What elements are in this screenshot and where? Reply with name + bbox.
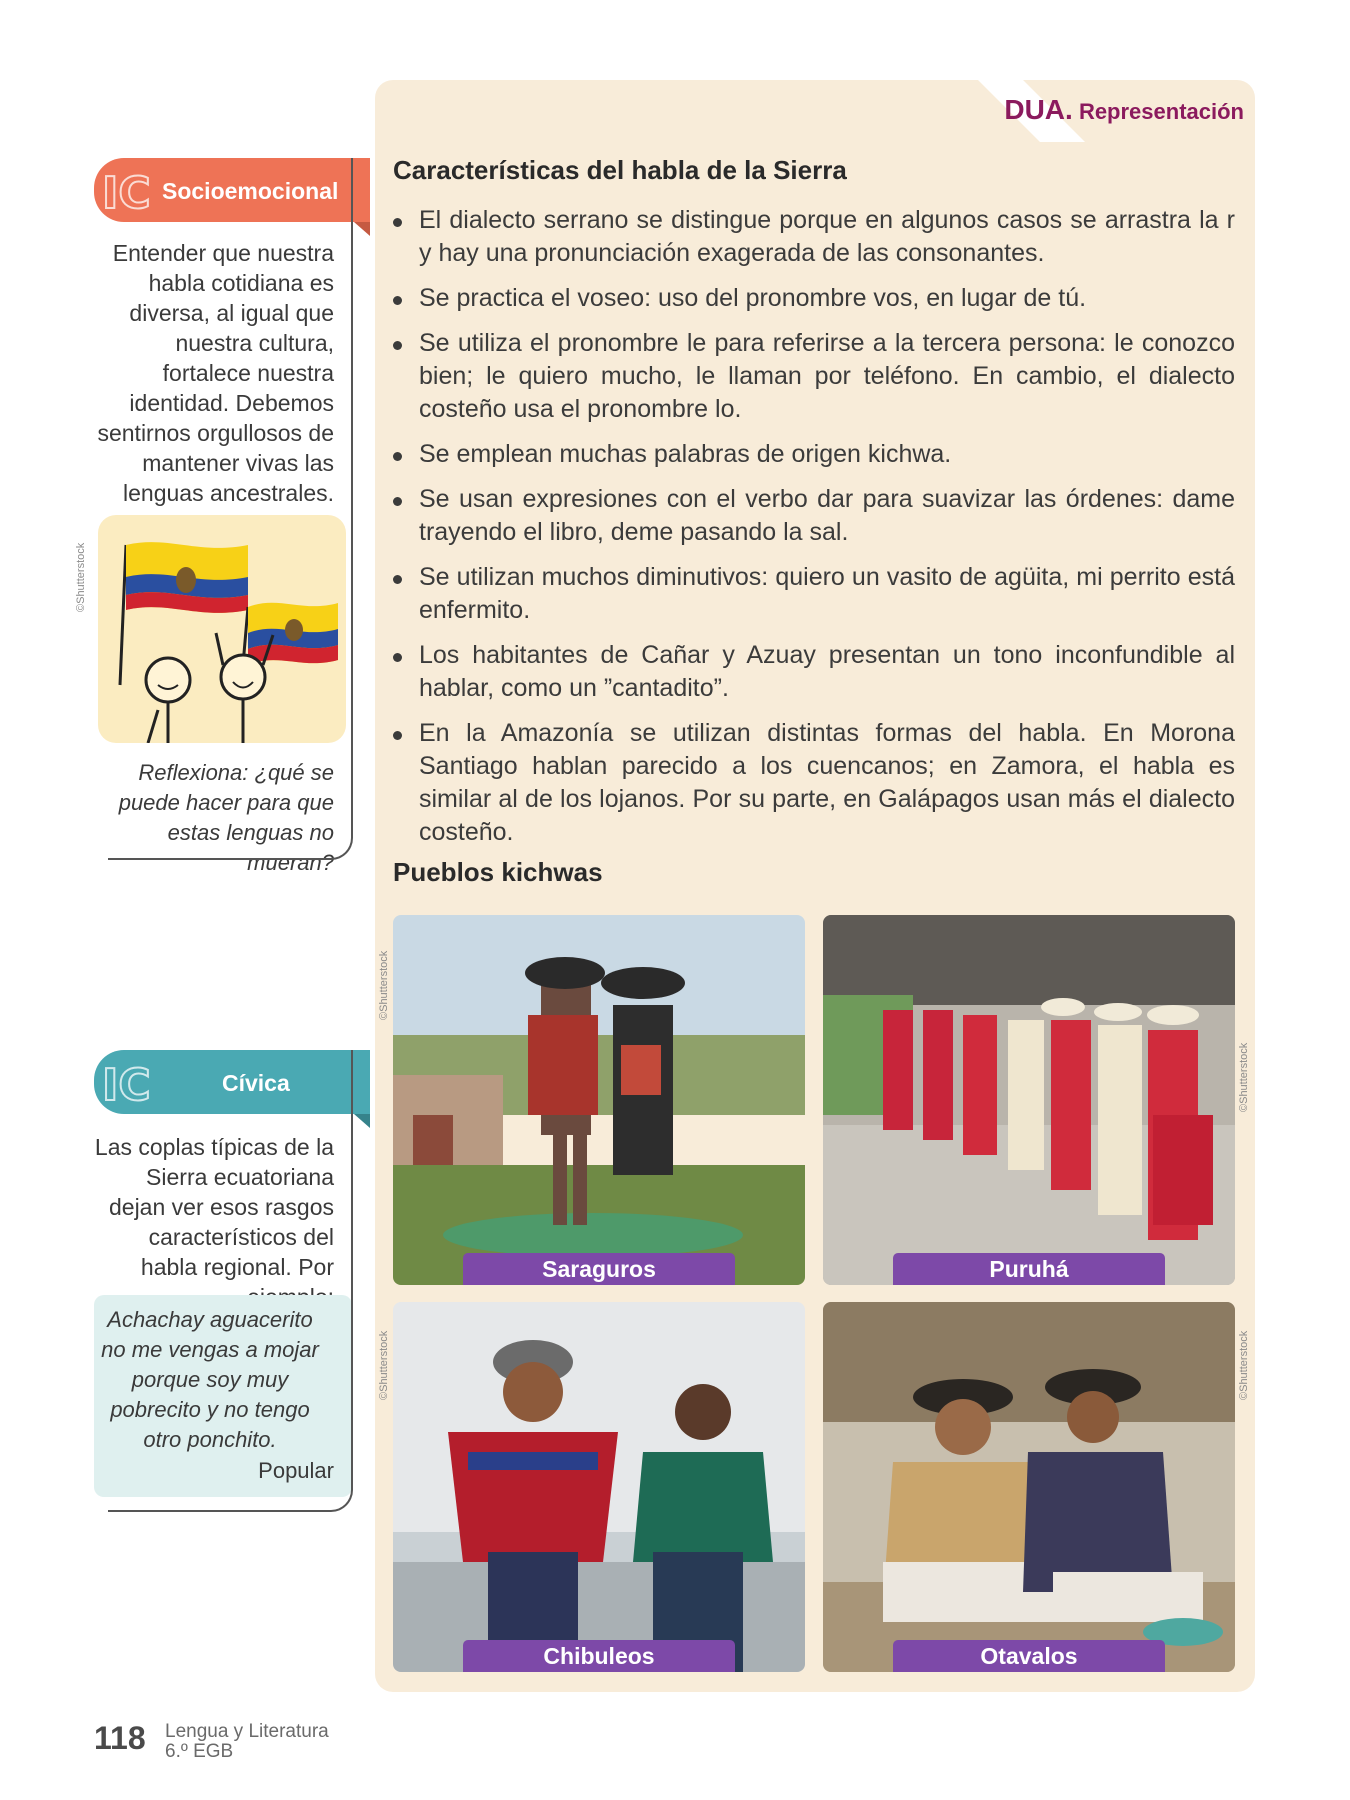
photo-saraguros bbox=[393, 915, 805, 1285]
page-number: 118 bbox=[94, 1720, 146, 1756]
section-title: Características del habla de la Sierra bbox=[393, 155, 847, 185]
civica-card-border bbox=[108, 1050, 353, 1512]
bullet-icon bbox=[393, 575, 402, 584]
reflection-question: Reflexiona: ¿qué se puede hacer para que estas lenguas no mueran? bbox=[118, 760, 334, 875]
dua-text: Representación bbox=[1078, 99, 1244, 124]
photo-otavalos bbox=[823, 1302, 1235, 1672]
bullet-icon bbox=[393, 296, 402, 305]
grade-level: 6.º EGB bbox=[165, 1741, 234, 1762]
list-item: El dialecto serrano se distingue porque en algunos casos se arrastra la r y hay una pronunciación exagerada de las consonantes. bbox=[393, 204, 1235, 270]
socioemocional-title: Socioemocional bbox=[162, 178, 339, 204]
bullet-list bbox=[393, 204, 1235, 861]
socioemocional-card-border bbox=[108, 158, 353, 860]
socioemocional-text: Entender que nuestra habla cotidiana es diversa, al igual que nuestra cultura, fortalece nuestra identidad. Debemos sentirnos orgullosos de mantener vivas las lenguas ancestrales. bbox=[97, 240, 334, 506]
copla-poem: Achachay aguacerito no me vengas a mojar porque soy muy pobrecito y no tengo otro ponchito. bbox=[101, 1307, 319, 1452]
bullet-icon bbox=[393, 653, 402, 662]
header-fold bbox=[354, 222, 370, 236]
photo-caption: Chibuleos bbox=[463, 1640, 735, 1672]
puruha-illustration bbox=[823, 915, 1235, 1285]
dua-label bbox=[980, 94, 1244, 126]
photo-credit: ©Shutterstock bbox=[378, 950, 390, 1020]
list-item: Se usan expresiones con el verbo dar para suavizar las órdenes: dame trayendo el libro, deme pasando la sal. bbox=[393, 483, 1235, 549]
footer-subject bbox=[165, 1722, 329, 1762]
civica-title: Cívica bbox=[222, 1070, 290, 1096]
svg-text:IC: IC bbox=[102, 1060, 151, 1106]
subsection-title: Pueblos kichwas bbox=[393, 857, 603, 887]
photo-credit: ©Shutterstock bbox=[75, 542, 87, 612]
list-item: Se utiliza el pronombre le para referirse a la tercera persona: le conozco bien; le quiero mucho, le llaman por teléfono. En cambio, el dialecto costeño usa el pronombre lo. bbox=[393, 327, 1235, 426]
photo-credit: ©Shutterstock bbox=[1238, 1330, 1250, 1400]
photo-caption: Otavalos bbox=[893, 1640, 1165, 1672]
photo-credit: ©Shutterstock bbox=[1238, 1042, 1250, 1112]
svg-text:IC: IC bbox=[102, 168, 151, 214]
photo-puruha bbox=[823, 915, 1235, 1285]
saraguros-illustration bbox=[393, 915, 805, 1285]
list-item: Se utilizan muchos diminutivos: quiero un vasito de agüita, mi perrito está enfermito. bbox=[393, 561, 1235, 627]
copla-source: Popular bbox=[258, 1458, 334, 1483]
otavalos-illustration bbox=[823, 1302, 1235, 1672]
bullet-icon bbox=[393, 341, 402, 350]
subject-name: Lengua y Literatura bbox=[165, 1721, 329, 1742]
bullet-icon bbox=[393, 452, 402, 461]
civica-text: Las coplas típicas de la Sierra ecuatoriana dejan ver esos rasgos característicos del habla regional. Por bbox=[94, 1134, 334, 1280]
chibuleos-illustration bbox=[393, 1302, 805, 1672]
bullet-icon bbox=[393, 731, 402, 740]
photo-credit: ©Shutterstock bbox=[378, 1330, 390, 1400]
bullet-icon bbox=[393, 497, 402, 506]
photo-chibuleos bbox=[393, 1302, 805, 1672]
bullet-icon bbox=[393, 218, 402, 227]
list-item: Los habitantes de Cañar y Azuay presentan un tono inconfundible al hablar, como un ”cantadito”. bbox=[393, 639, 1235, 705]
list-item: Se practica el voseo: uso del pronombre vos, en lugar de tú. bbox=[393, 282, 1235, 315]
list-item: Se emplean muchas palabras de origen kichwa. bbox=[393, 438, 1235, 471]
photo-caption: Puruhá bbox=[893, 1253, 1165, 1285]
photo-caption: Saraguros bbox=[463, 1253, 735, 1285]
list-item: En la Amazonía se utilizan distintas formas del habla. En Morona Santiago hablan parecido a los cuencanos; en Zamora, el habla es similar al de los lojanos. Por su parte, en Galápagos usan más el dialecto costeño. bbox=[393, 717, 1235, 849]
header-fold bbox=[354, 1114, 370, 1128]
dua-prefix: DUA. bbox=[1004, 94, 1073, 125]
